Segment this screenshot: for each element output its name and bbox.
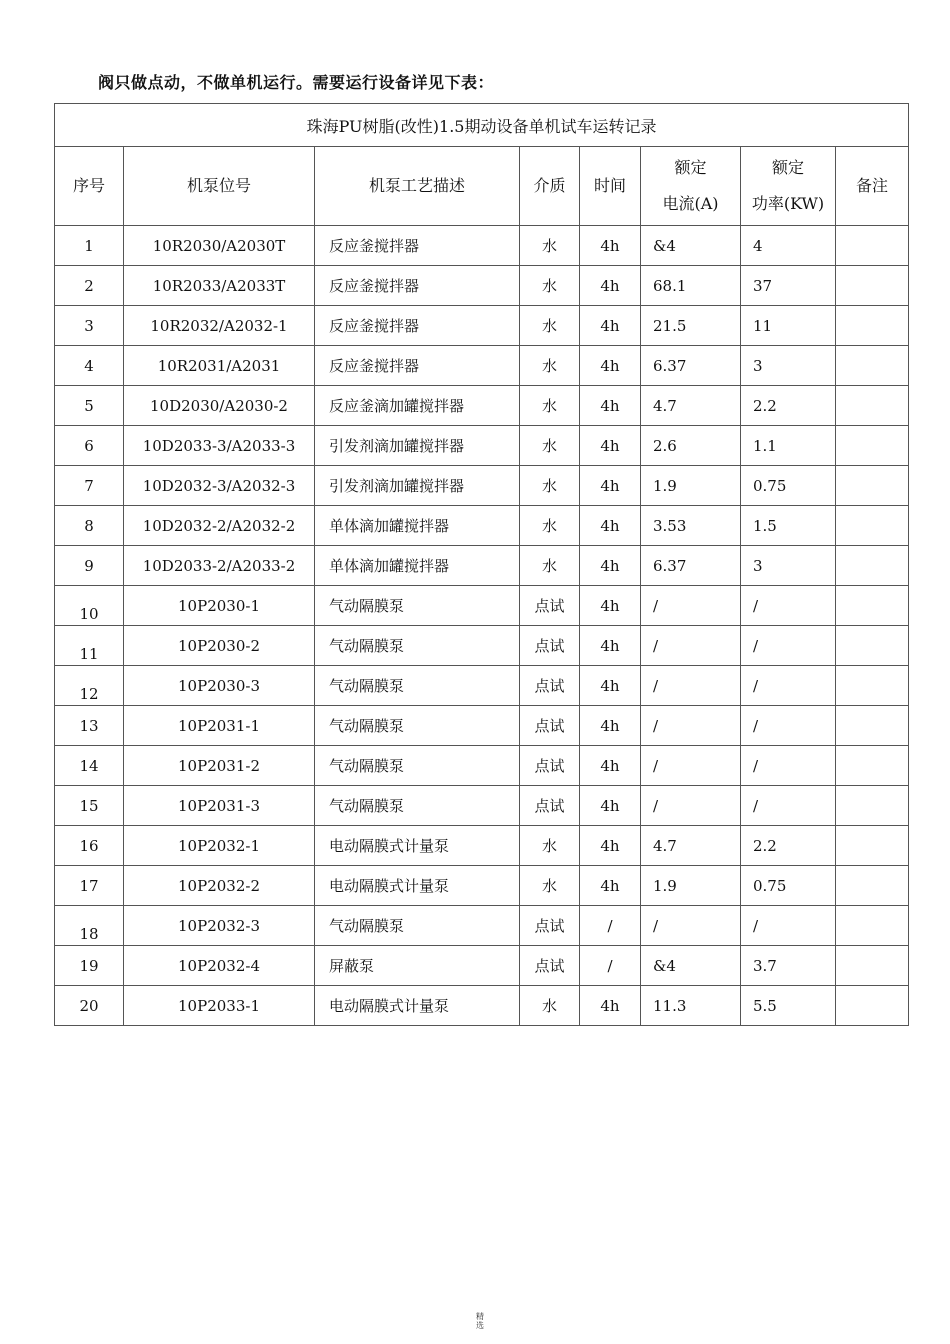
header-remark: 备注	[836, 147, 909, 226]
cell-seq: 13	[55, 706, 124, 746]
cell-desc: 屏蔽泵	[315, 946, 520, 986]
cell-time: 4h	[580, 426, 641, 466]
table-row	[55, 266, 909, 306]
table-row	[55, 586, 909, 626]
cell-tag: 10D2033-2/A2033-2	[124, 546, 315, 586]
cell-tag: 10R2030/A2030T	[124, 226, 315, 266]
cell-seq: 14	[55, 746, 124, 786]
cell-desc: 电动隔膜式计量泵	[315, 986, 520, 1026]
cell-tag: 10P2030-3	[124, 666, 315, 706]
table-title: 珠海PU树脂(改性)1.5期动设备单机试车运转记录	[55, 104, 909, 147]
table-row	[55, 746, 909, 786]
table-row	[55, 346, 909, 386]
cell-power: 2.2	[741, 386, 836, 426]
cell-time: 4h	[580, 466, 641, 506]
cell-remark	[836, 386, 909, 426]
cell-remark	[836, 706, 909, 746]
cell-seq: 9	[55, 546, 124, 586]
cell-remark	[836, 426, 909, 466]
cell-current: 6.37	[641, 346, 741, 386]
cell-time: 4h	[580, 866, 641, 906]
cell-tag: 10P2031-2	[124, 746, 315, 786]
header-power-line2: 功率(KW)	[751, 194, 825, 213]
cell-remark	[836, 666, 909, 706]
cell-seq: 4	[55, 346, 124, 386]
cell-tag: 10R2032/A2032-1	[124, 306, 315, 346]
cell-remark	[836, 866, 909, 906]
cell-medium: 水	[520, 266, 580, 306]
cell-remark	[836, 586, 909, 626]
cell-remark	[836, 546, 909, 586]
table-row	[55, 986, 909, 1026]
cell-time: 4h	[580, 266, 641, 306]
cell-seq: 17	[55, 866, 124, 906]
cell-current: /	[641, 626, 741, 666]
table-row	[55, 706, 909, 746]
cell-desc: 反应釜搅拌器	[315, 306, 520, 346]
cell-desc: 反应釜滴加罐搅拌器	[315, 386, 520, 426]
header-desc: 机泵工艺描述	[315, 147, 520, 226]
cell-desc: 反应釜搅拌器	[315, 346, 520, 386]
cell-power: 0.75	[741, 866, 836, 906]
cell-current: 21.5	[641, 306, 741, 346]
cell-medium: 水	[520, 826, 580, 866]
cell-medium: 点试	[520, 946, 580, 986]
cell-power: /	[741, 706, 836, 746]
cell-time: 4h	[580, 706, 641, 746]
cell-power: /	[741, 586, 836, 626]
cell-current: 1.9	[641, 466, 741, 506]
cell-power: /	[741, 626, 836, 666]
cell-medium: 点试	[520, 906, 580, 946]
cell-current: /	[641, 706, 741, 746]
cell-seq: 19	[55, 946, 124, 986]
cell-desc: 反应釜搅拌器	[315, 266, 520, 306]
cell-desc: 气动隔膜泵	[315, 906, 520, 946]
cell-tag: 10P2032-2	[124, 866, 315, 906]
cell-desc: 引发剂滴加罐搅拌器	[315, 466, 520, 506]
footer-line2: 选	[476, 1321, 484, 1330]
cell-remark	[836, 826, 909, 866]
cell-medium: 水	[520, 546, 580, 586]
cell-tag: 10R2033/A2033T	[124, 266, 315, 306]
cell-time: 4h	[580, 626, 641, 666]
cell-seq: 18	[55, 906, 124, 946]
header-power-line1: 额定	[771, 158, 804, 177]
cell-time: 4h	[580, 826, 641, 866]
table-row	[55, 426, 909, 466]
cell-power: 0.75	[741, 466, 836, 506]
cell-medium: 点试	[520, 666, 580, 706]
header-current-line2: 电流(A)	[662, 194, 719, 213]
cell-tag: 10R2031/A2031	[124, 346, 315, 386]
cell-desc: 电动隔膜式计量泵	[315, 826, 520, 866]
cell-desc: 引发剂滴加罐搅拌器	[315, 426, 520, 466]
cell-desc: 气动隔膜泵	[315, 626, 520, 666]
cell-tag: 10P2031-3	[124, 786, 315, 826]
table-row	[55, 906, 909, 946]
cell-desc: 气动隔膜泵	[315, 706, 520, 746]
header-seq: 序号	[55, 147, 124, 226]
cell-remark	[836, 946, 909, 986]
header-time: 时间	[580, 147, 641, 226]
cell-power: 3.7	[741, 946, 836, 986]
cell-remark	[836, 306, 909, 346]
header-power	[741, 147, 836, 226]
cell-power: /	[741, 906, 836, 946]
cell-medium: 点试	[520, 626, 580, 666]
cell-tag: 10D2033-3/A2033-3	[124, 426, 315, 466]
cell-time: 4h	[580, 506, 641, 546]
table-row	[55, 826, 909, 866]
cell-seq: 2	[55, 266, 124, 306]
cell-remark	[836, 986, 909, 1026]
cell-current: /	[641, 746, 741, 786]
table-row	[55, 466, 909, 506]
cell-time: 4h	[580, 346, 641, 386]
cell-seq: 1	[55, 226, 124, 266]
cell-time: 4h	[580, 546, 641, 586]
cell-time: 4h	[580, 226, 641, 266]
table-row	[55, 226, 909, 266]
cell-power: 2.2	[741, 826, 836, 866]
cell-seq: 20	[55, 986, 124, 1026]
cell-current: 1.9	[641, 866, 741, 906]
cell-time: 4h	[580, 986, 641, 1026]
cell-medium: 水	[520, 386, 580, 426]
cell-medium: 水	[520, 226, 580, 266]
table-row	[55, 626, 909, 666]
cell-seq: 3	[55, 306, 124, 346]
cell-power: /	[741, 666, 836, 706]
cell-tag: 10P2030-2	[124, 626, 315, 666]
cell-seq: 11	[55, 626, 124, 666]
cell-current: 3.53	[641, 506, 741, 546]
cell-current: &4	[641, 226, 741, 266]
cell-time: 4h	[580, 666, 641, 706]
header-current-line1: 额定	[674, 158, 707, 177]
cell-desc: 反应釜搅拌器	[315, 226, 520, 266]
cell-current: 4.7	[641, 386, 741, 426]
test-run-record-table	[54, 103, 909, 1026]
cell-remark	[836, 626, 909, 666]
cell-power: 3	[741, 546, 836, 586]
cell-power: 3	[741, 346, 836, 386]
cell-medium: 点试	[520, 706, 580, 746]
cell-power: 4	[741, 226, 836, 266]
table-row	[55, 946, 909, 986]
cell-medium: 水	[520, 306, 580, 346]
cell-seq: 15	[55, 786, 124, 826]
cell-seq: 16	[55, 826, 124, 866]
cell-power: 1.1	[741, 426, 836, 466]
cell-remark	[836, 226, 909, 266]
footer-line1: 精	[476, 1312, 484, 1321]
cell-current: &4	[641, 946, 741, 986]
cell-seq: 12	[55, 666, 124, 706]
cell-power: 11	[741, 306, 836, 346]
table-row	[55, 546, 909, 586]
cell-desc: 气动隔膜泵	[315, 586, 520, 626]
cell-current: /	[641, 586, 741, 626]
cell-power: /	[741, 746, 836, 786]
cell-medium: 点试	[520, 786, 580, 826]
cell-power: 5.5	[741, 986, 836, 1026]
cell-remark	[836, 266, 909, 306]
footer-mark	[470, 1312, 490, 1330]
cell-remark	[836, 786, 909, 826]
cell-medium: 水	[520, 426, 580, 466]
cell-current: 68.1	[641, 266, 741, 306]
cell-seq: 10	[55, 586, 124, 626]
intro-text: 阀只做点动，不做单机运行。需要运行设备详见下表：	[98, 73, 495, 92]
cell-time: /	[580, 946, 641, 986]
cell-time: 4h	[580, 306, 641, 346]
cell-current: /	[641, 906, 741, 946]
table-row	[55, 386, 909, 426]
cell-current: /	[641, 786, 741, 826]
cell-medium: 点试	[520, 586, 580, 626]
cell-desc: 电动隔膜式计量泵	[315, 866, 520, 906]
cell-seq: 8	[55, 506, 124, 546]
cell-remark	[836, 506, 909, 546]
header-tag: 机泵位号	[124, 147, 315, 226]
cell-power: 1.5	[741, 506, 836, 546]
cell-desc: 气动隔膜泵	[315, 746, 520, 786]
header-medium: 介质	[520, 147, 580, 226]
cell-desc: 气动隔膜泵	[315, 666, 520, 706]
cell-tag: 10D2030/A2030-2	[124, 386, 315, 426]
cell-current: 11.3	[641, 986, 741, 1026]
cell-time: /	[580, 906, 641, 946]
cell-tag: 10D2032-2/A2032-2	[124, 506, 315, 546]
table-row	[55, 306, 909, 346]
cell-medium: 水	[520, 986, 580, 1026]
cell-tag: 10D2032-3/A2032-3	[124, 466, 315, 506]
cell-power: /	[741, 786, 836, 826]
cell-remark	[836, 346, 909, 386]
cell-medium: 水	[520, 866, 580, 906]
cell-seq: 5	[55, 386, 124, 426]
cell-remark	[836, 906, 909, 946]
cell-time: 4h	[580, 386, 641, 426]
table-row	[55, 506, 909, 546]
table-row	[55, 666, 909, 706]
cell-tag: 10P2033-1	[124, 986, 315, 1026]
cell-medium: 水	[520, 466, 580, 506]
cell-tag: 10P2031-1	[124, 706, 315, 746]
cell-medium: 水	[520, 506, 580, 546]
cell-current: 6.37	[641, 546, 741, 586]
cell-power: 37	[741, 266, 836, 306]
cell-desc: 气动隔膜泵	[315, 786, 520, 826]
cell-current: 2.6	[641, 426, 741, 466]
cell-remark	[836, 466, 909, 506]
cell-current: /	[641, 666, 741, 706]
cell-remark	[836, 746, 909, 786]
cell-time: 4h	[580, 786, 641, 826]
cell-medium: 水	[520, 346, 580, 386]
cell-tag: 10P2030-1	[124, 586, 315, 626]
cell-desc: 单体滴加罐搅拌器	[315, 506, 520, 546]
cell-seq: 6	[55, 426, 124, 466]
cell-current: 4.7	[641, 826, 741, 866]
cell-medium: 点试	[520, 746, 580, 786]
cell-desc: 单体滴加罐搅拌器	[315, 546, 520, 586]
cell-tag: 10P2032-1	[124, 826, 315, 866]
cell-time: 4h	[580, 586, 641, 626]
cell-seq: 7	[55, 466, 124, 506]
table-row	[55, 866, 909, 906]
header-current	[641, 147, 741, 226]
cell-time: 4h	[580, 746, 641, 786]
cell-tag: 10P2032-4	[124, 946, 315, 986]
table-row	[55, 786, 909, 826]
cell-tag: 10P2032-3	[124, 906, 315, 946]
